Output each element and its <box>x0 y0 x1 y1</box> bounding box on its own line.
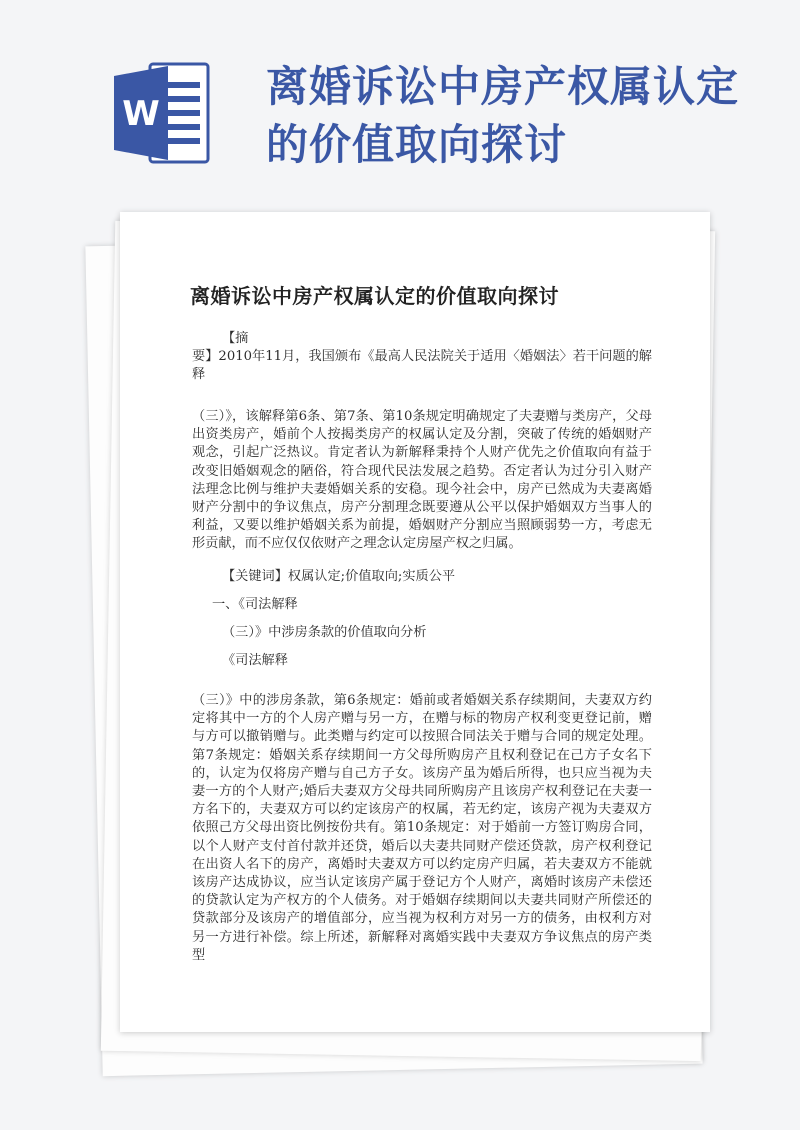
section-heading-1: 一、《司法解释 <box>212 597 298 612</box>
word-icon-letter: W <box>122 94 160 134</box>
abstract <box>192 330 652 385</box>
abstract-text: 要】2010年11月，我国颁布《最高人民法院关于适用〈婚姻法〉若干问题的解释 <box>192 349 652 383</box>
section-heading-2: （三）》中涉房条款的价值取向分析 <box>222 625 427 640</box>
word-icon <box>112 58 212 168</box>
document-page <box>120 212 710 1032</box>
keywords: 【关键词】权属认定;价值取向;实质公平 <box>222 569 456 584</box>
section-heading-3: 《司法解释 <box>222 653 288 668</box>
page-title: 离婚诉讼中房产权属认定的价值取向探讨 <box>266 62 740 169</box>
main-paragraph: （三）》，该解释第6条、第7条、第10条规定明确规定了夫妻赠与类房产，父母出资类房产，婚前个人按揭类房产的权属认定及分割，突破了传统的婚姻财产观念，引起广泛热议。肯定者认为新解释秉持个人财产优先之价值取向有益于改变旧婚姻观念的陋俗，符合现代民法发展之趋势。否定者认为过分引入财产法理念比例与维护夫妻婚姻关系的安稳。现今社会中，房产已然成为夫妻离婚财产分割中的争议焦点，房产分割理念既要遵从公平以保护婚姻双方当事人的利益，又要以维护婚姻关系为前提，婚姻财产分割应当照顾弱势一方，考虑无形贡献，而不应仅仅依财产之理念认定房屋产权之归属。 <box>192 409 652 552</box>
header-banner <box>0 0 800 210</box>
document-title: 离婚诉讼中房产权属认定的价值取向探讨 <box>190 284 559 308</box>
body-paragraph: （三）》中的涉房条款，第6条规定：婚前或者婚姻关系存续期间，夫妻双方约定将其中一方的个人房产赠与另一方，在赠与标的物房产权利变更登记前，赠与方可以撤销赠与。此类赠与约定可以按照合同法关于赠与合同的规定处理。第7条规定：婚姻关系存续期间一方父母所购房产且权利登记在己方子女名下的，认定为仅将房产赠与自己方子女。该房产虽为婚后所得，也只应当视为夫妻一方的个人财产;婚后夫妻双方父母共同所购房产且该房产权利登记在夫妻一方名下的，夫妻双方可以约定该房产的权属，若无约定，该房产视为夫妻双方依照己方父母出资比例按份共有。第10条规定：对于婚前一方签订购房合同，以个人财产支付首付款并还贷，婚后以夫妻共同财产偿还贷款，房产权利登记在出资人名下的房产，离婚时夫妻双方可以约定房产归属，若夫妻双方不能就该房产达成协议，应当认定该房产属于登记方个人财产，离婚时该房产未偿还的贷款认定为产权方的个人债务。对于婚姻存续期间以夫妻共同财产所偿还的贷款部分及该房产的增值部分，应当视为权利方对另一方的债务，由权利方对另一方进行补偿。综上所述，新解释对离婚实践中夫妻双方争议焦点的房产类型 <box>192 693 652 963</box>
abstract-label: 【摘 <box>222 331 249 346</box>
